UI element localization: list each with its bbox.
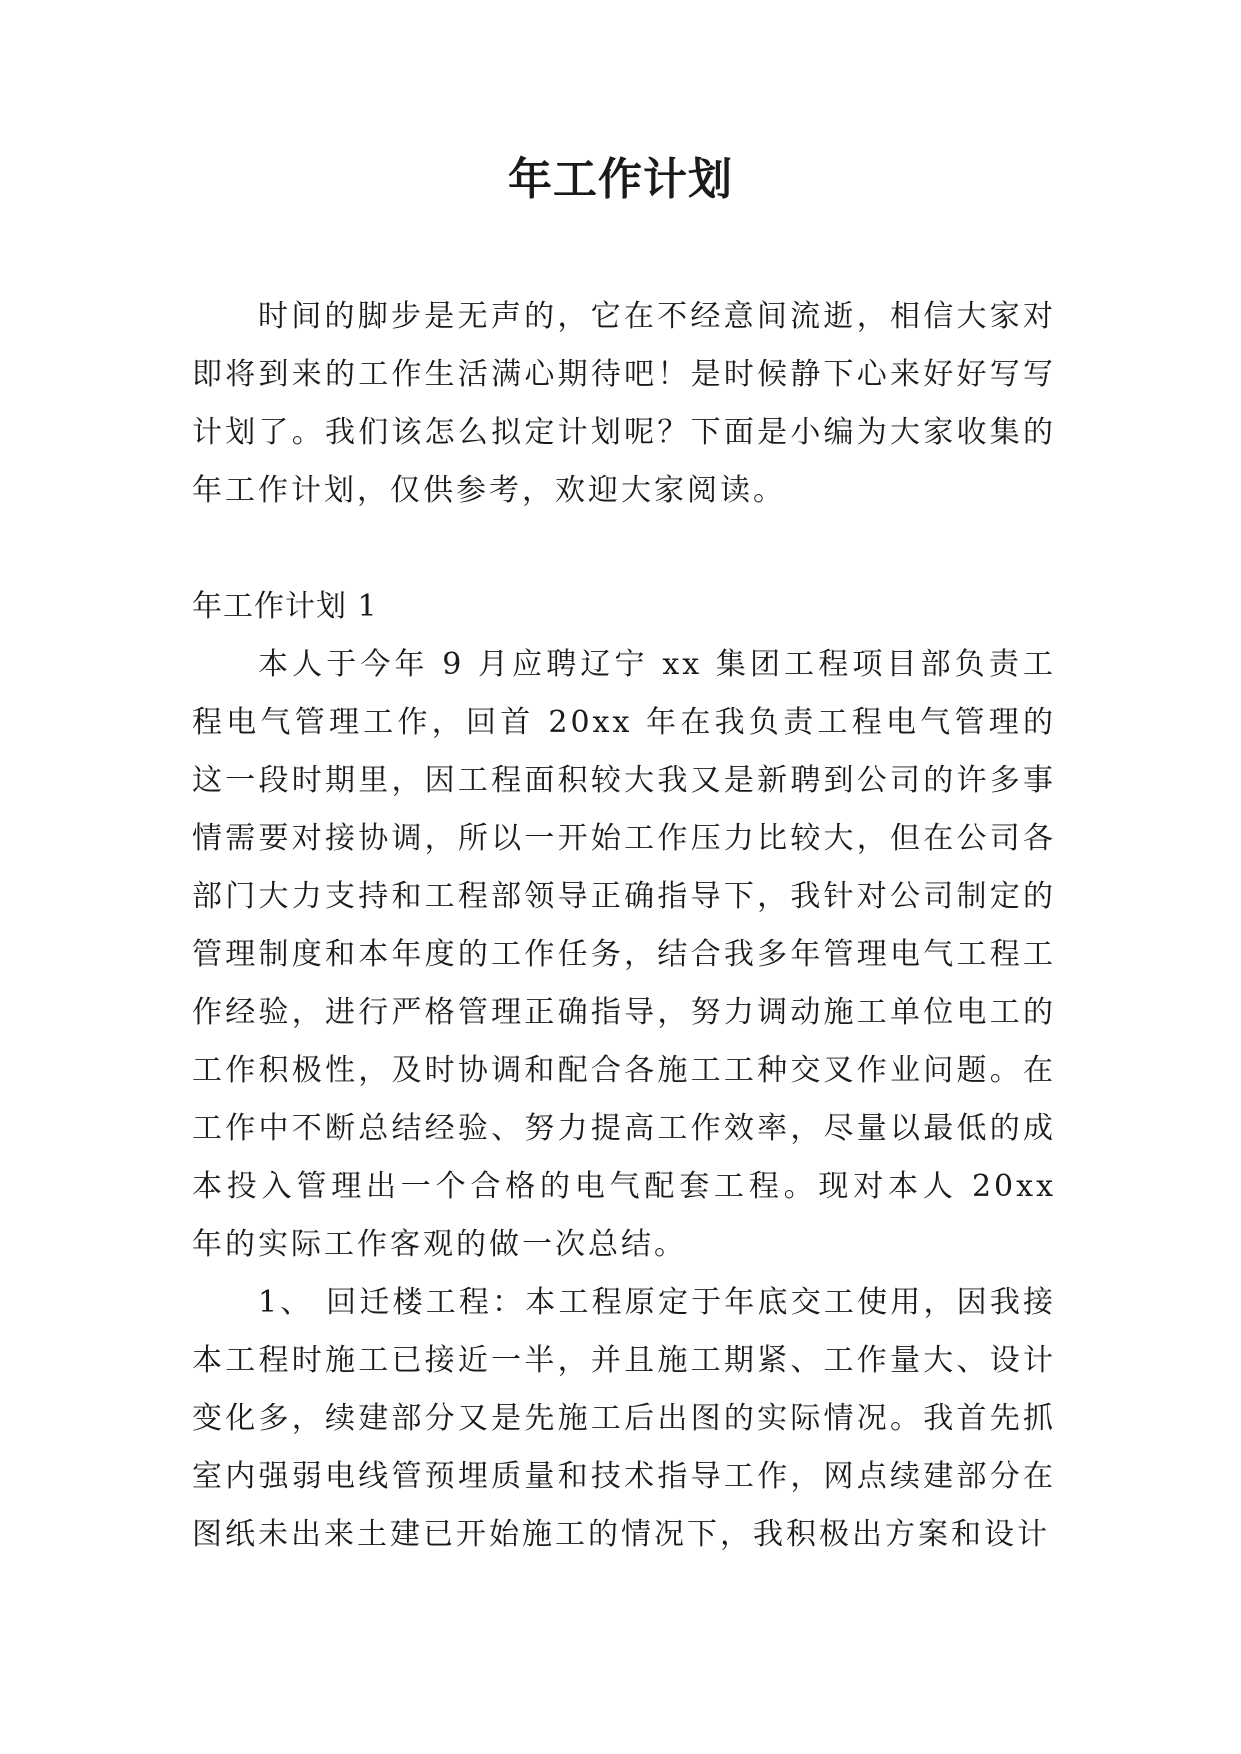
section-heading: 年工作计划 1 (192, 589, 378, 624)
intro-paragraph: 时间的脚步是无声的，它在不经意间流逝，相信大家对即将到来的工作生活满心期待吧！是时候静下心来好好写写计划了。我们该怎么拟定计划呢？下面是小编为大家收集的年工作计划，仅供参考，欢迎大家阅读。 (192, 299, 1056, 508)
document-body (192, 288, 1056, 1564)
paragraph-spacer (192, 520, 1056, 578)
document-title: 年工作计划 (508, 154, 733, 205)
body-paragraph-1: 本人于今年 9 月应聘辽宁 xx 集团工程项目部负责工程电气管理工作，回首 20xx 年在我负责工程电气管理的这一段时期里，因工程面积较大我又是新聘到公司的许多事情需要对接协调，所以一开始工作压力比较大，但在公司各部门大力支持和工程部领导正确指导下，我针对公司制定的管理制度和本年度的工作任务，结合我多年管理电气工程工作经验，进行严格管理正确指导，努力调动施工单位电工的工作积极性，及时协调和配合各施工工种交叉作业问题。在工作中不断总结经验、努力提高工作效率，尽量以最低的成本投入管理出一个合格的电气配套工程。现对本人 20xx 年的实际工作客观的做一次总结。 (192, 647, 1056, 1262)
body-paragraph-2: 1、 回迁楼工程：本工程原定于年底交工使用，因我接本工程时施工已接近一半，并且施工期紧、工作量大、设计变化多，续建部分又是先施工后出图的实际情况。我首先抓室内强弱电线管预埋质量和技术指导工作，网点续建部分在图纸未出来土建已开始施工的情况下，我积极出方案和设计 (192, 1285, 1056, 1552)
